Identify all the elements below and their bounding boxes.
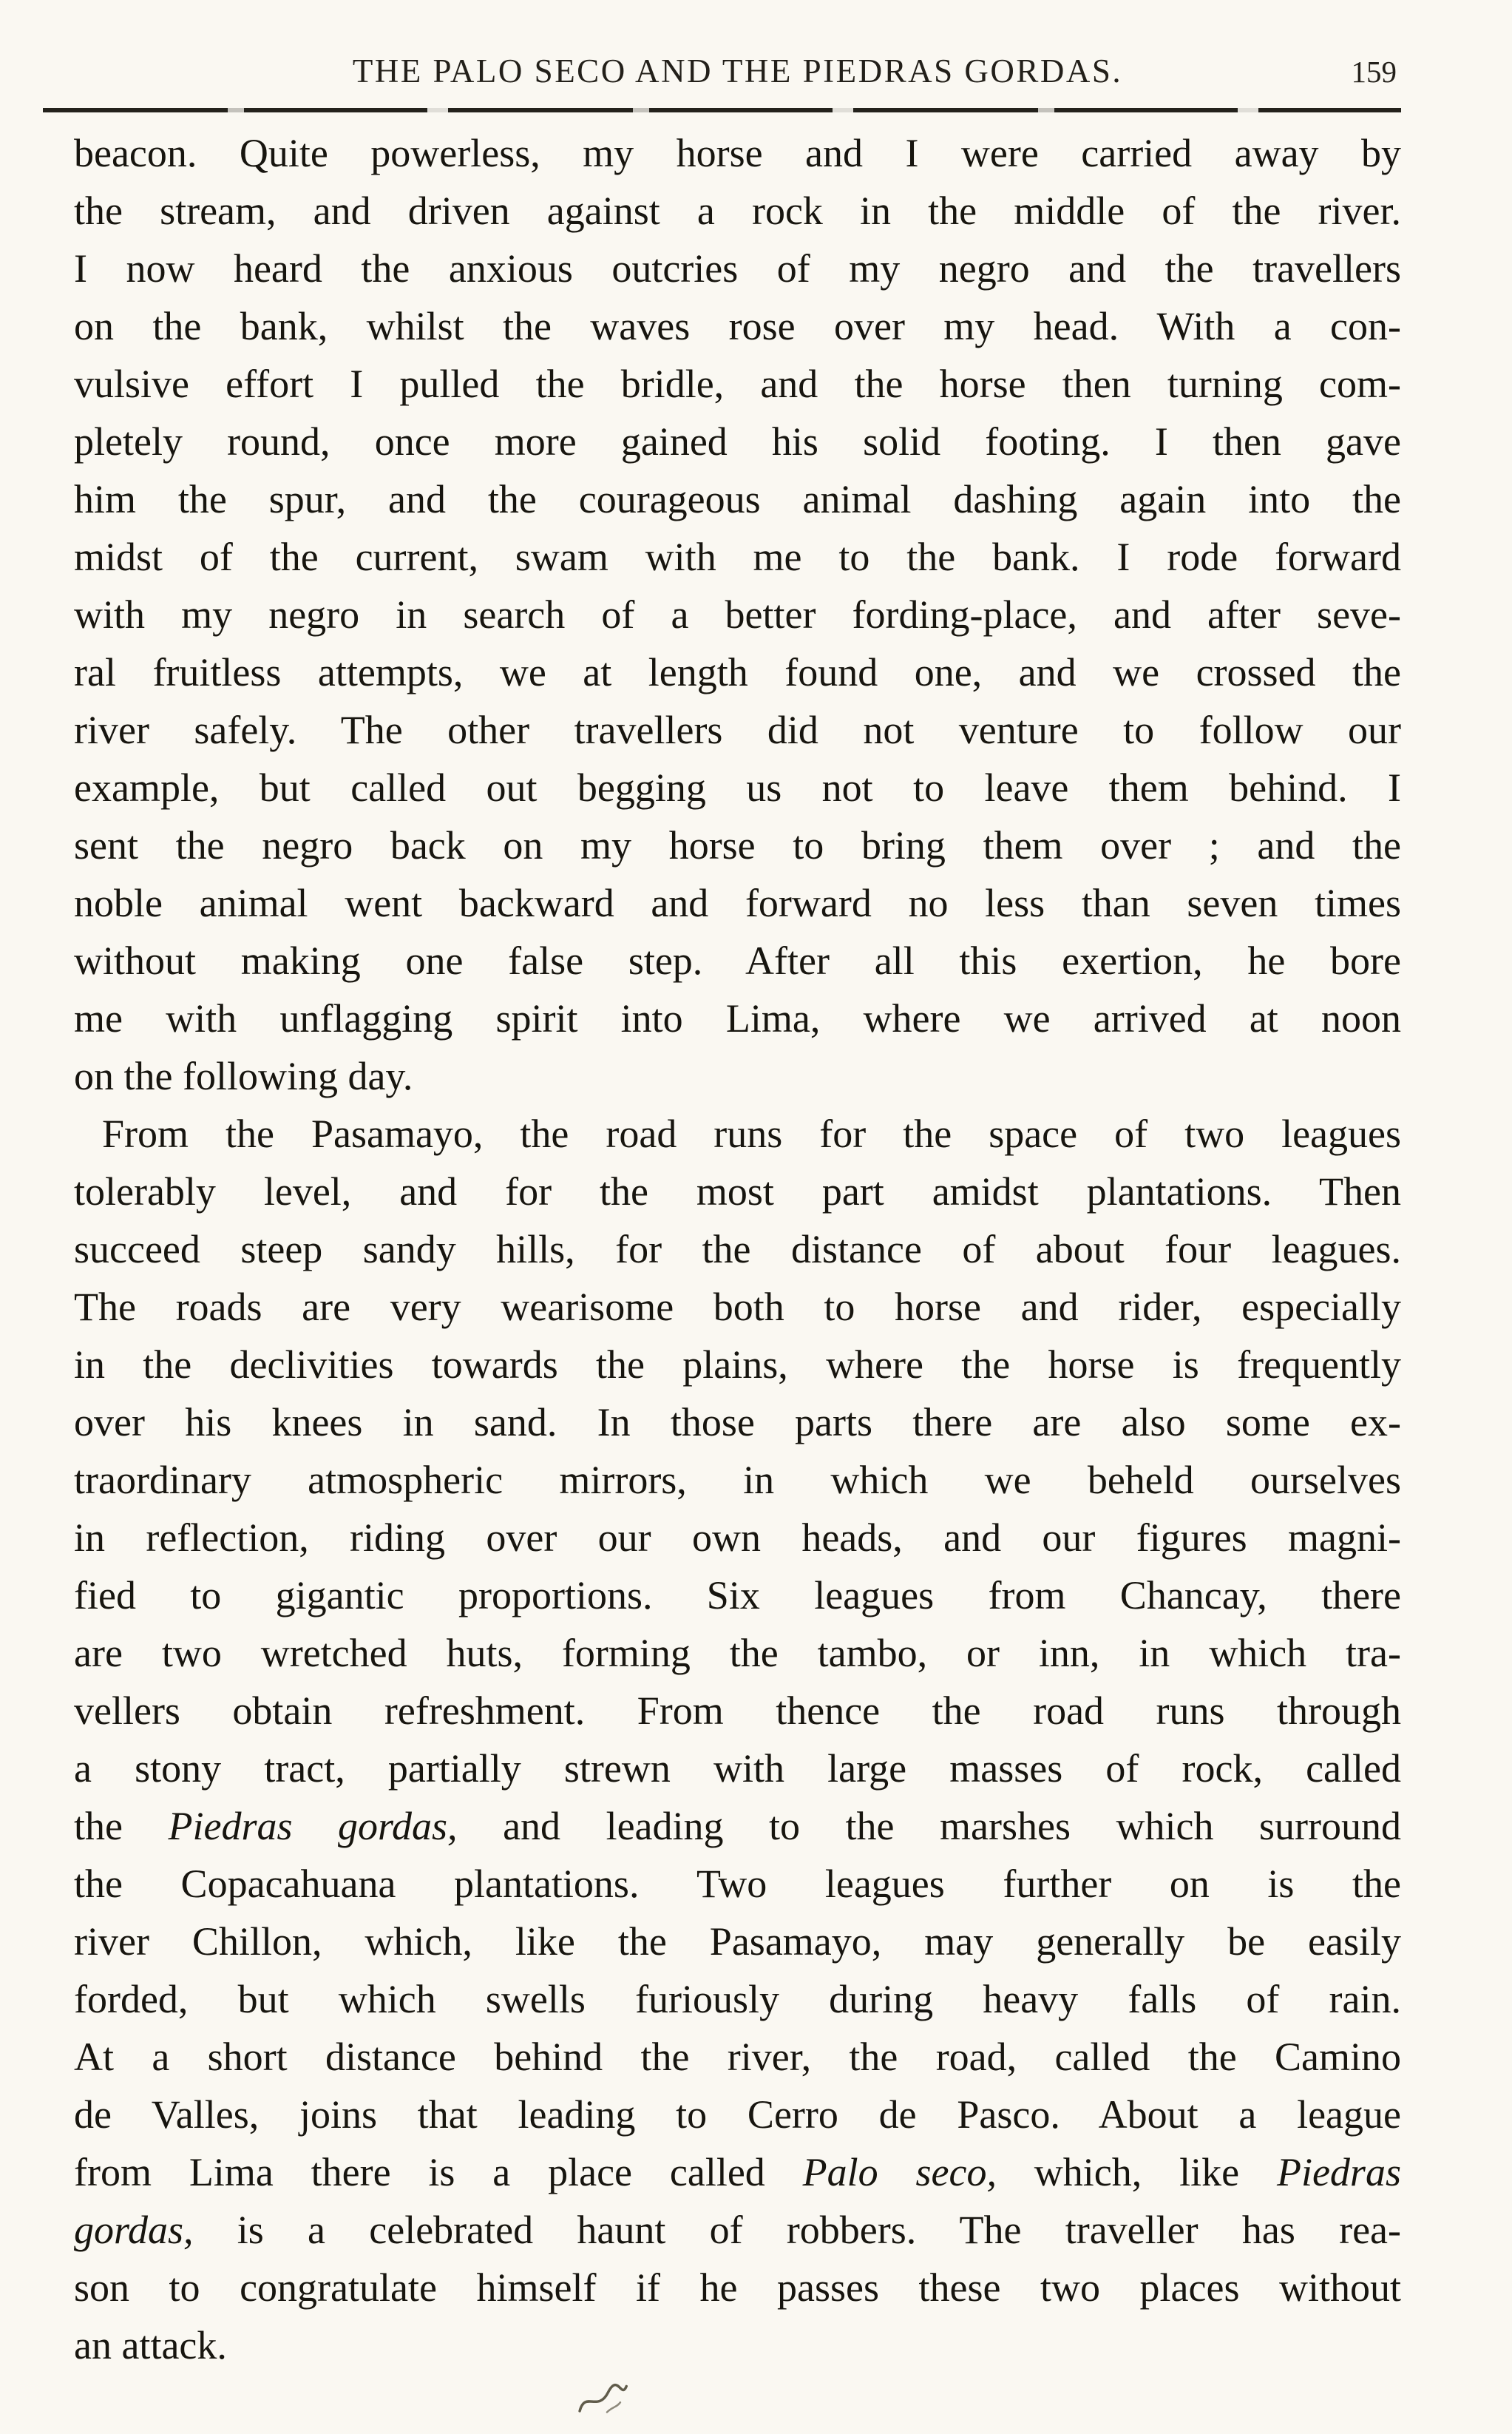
text-segment: him the spur, and the courageous animal dashing again into the [74,477,1401,521]
text-line [74,1451,1401,1509]
text-segment: with my negro in search of a better fording-place, and after seve- [74,592,1401,637]
text-line [74,932,1401,990]
text-segment: the stream, and driven against a rock in the middle of the river. [74,189,1401,233]
text-line [74,1393,1401,1451]
text-segment: in reflection, riding over our own heads, and our figures magni- [74,1515,1401,1560]
italic-text-segment: Piedras [1276,2150,1401,2194]
text-segment: son to congratulate himself if he passes these two places without [74,2265,1401,2310]
text-line [74,2259,1401,2316]
text-line [74,1566,1401,1624]
text-segment: vellers obtain refreshment. From thence the road runs through [74,1688,1401,1733]
text-segment: succeed steep sandy hills, for the distance of about four leagues. [74,1227,1401,1271]
text-segment: from Lima there is a place called [74,2150,803,2194]
text-line [74,1047,1401,1105]
text-line [74,528,1401,586]
text-line [74,701,1401,759]
text-segment: From the Pasamayo, the road runs for the space of two leagues [102,1112,1401,1156]
text-segment: The roads are very wearisome both to horse and rider, especially [74,1285,1401,1329]
text-segment: without making one false step. After all this exertion, he bore [74,939,1401,983]
text-segment: the [74,1804,169,1848]
paragraph [74,124,1401,1105]
text-segment: example, but called out begging us not to leave them behind. I [74,765,1401,810]
text-line [74,1624,1401,1682]
page-number: 159 [1351,55,1397,89]
text-segment: beacon. Quite powerless, my horse and I were carried away by [74,131,1401,175]
text-segment: tolerably level, and for the most part amidst plantations. Then [74,1169,1401,1214]
text-line [74,1278,1401,1336]
text-segment: on the bank, whilst the waves rose over my head. With a con- [74,304,1401,348]
text-line [74,643,1401,701]
text-line [74,2201,1401,2259]
text-segment: At a short distance behind the river, the road, called the Camino [74,2035,1401,2079]
text-segment: an attack. [74,2323,227,2367]
text-segment: river safely. The other travellers did not venture to follow our [74,708,1401,752]
text-line [74,1740,1401,1797]
text-line [74,355,1401,413]
text-line [74,1913,1401,1970]
text-segment: is a celebrated haunt of robbers. The traveller has rea- [193,2208,1401,2252]
header-rule [43,108,1401,112]
text-line [74,413,1401,470]
text-segment: over his knees in sand. In those parts there are also some ex- [74,1400,1401,1444]
text-line [74,2143,1401,2201]
text-line [74,1970,1401,2028]
text-segment: I now heard the anxious outcries of my negro and the travellers [74,246,1401,291]
text-segment: de Valles, joins that leading to Cerro de Pasco. About a league [74,2092,1401,2137]
text-segment: vulsive effort I pulled the bridle, and the horse then turning com- [74,362,1401,406]
text-segment: river Chillon, which, like the Pasamayo, may generally be easily [74,1919,1401,1964]
text-line [74,1509,1401,1566]
text-line [74,182,1401,240]
text-line [74,2028,1401,2086]
italic-text-segment: gordas, [74,2208,194,2252]
text-line [74,759,1401,817]
page-header [74,52,1401,96]
text-line [74,1797,1401,1855]
text-segment: forded, but which swells furiously during heavy falls of rain. [74,1977,1401,2021]
text-segment: ral fruitless attempts, we at length found one, and we crossed the [74,650,1401,694]
text-line [74,240,1401,297]
text-line [74,1682,1401,1740]
text-segment: sent the negro back on my horse to bring them over ; and the [74,823,1401,868]
text-line [74,124,1401,182]
text-line [74,1220,1401,1278]
text-segment: me with unflagging spirit into Lima, where we arrived at noon [74,996,1401,1041]
text-segment: on the following day. [74,1054,413,1098]
text-segment: traordinary atmospheric mirrors, in which we beheld ourselves [74,1458,1401,1502]
text-line [74,470,1401,528]
text-line [74,586,1401,643]
text-line [74,874,1401,932]
text-segment: fied to gigantic proportions. Six leagues from Chancay, there [74,1573,1401,1617]
text-segment: and leading to the marshes which surround [457,1804,1401,1848]
text-line [74,1105,1401,1163]
body-text [74,124,1401,2374]
running-title: THE PALO SECO AND THE PIEDRAS GORDAS. [352,53,1123,89]
italic-text-segment: Palo seco, [802,2150,997,2194]
text-segment: in the declivities towards the plains, where the horse is frequently [74,1342,1401,1387]
italic-text-segment: Piedras gordas, [168,1804,458,1848]
text-segment: which, like [996,2150,1277,2194]
text-segment: pletely round, once more gained his solid footing. I then gave [74,419,1401,464]
text-line [74,1336,1401,1393]
ink-mark-icon [573,2379,636,2422]
text-line [74,297,1401,355]
paragraph [74,1105,1401,2374]
text-segment: the Copacahuana plantations. Two leagues further on is the [74,1862,1401,1906]
text-line [74,990,1401,1047]
text-line [74,2316,1401,2374]
text-segment: are two wretched huts, forming the tambo, or inn, in which tra- [74,1631,1401,1675]
text-segment: midst of the current, swam with me to the bank. I rode forward [74,535,1401,579]
text-line [74,817,1401,874]
text-line [74,1855,1401,1913]
text-segment: a stony tract, partially strewn with large masses of rock, called [74,1746,1401,1791]
text-line [74,1163,1401,1220]
text-segment: noble animal went backward and forward no less than seven times [74,881,1401,925]
text-line [74,2086,1401,2143]
